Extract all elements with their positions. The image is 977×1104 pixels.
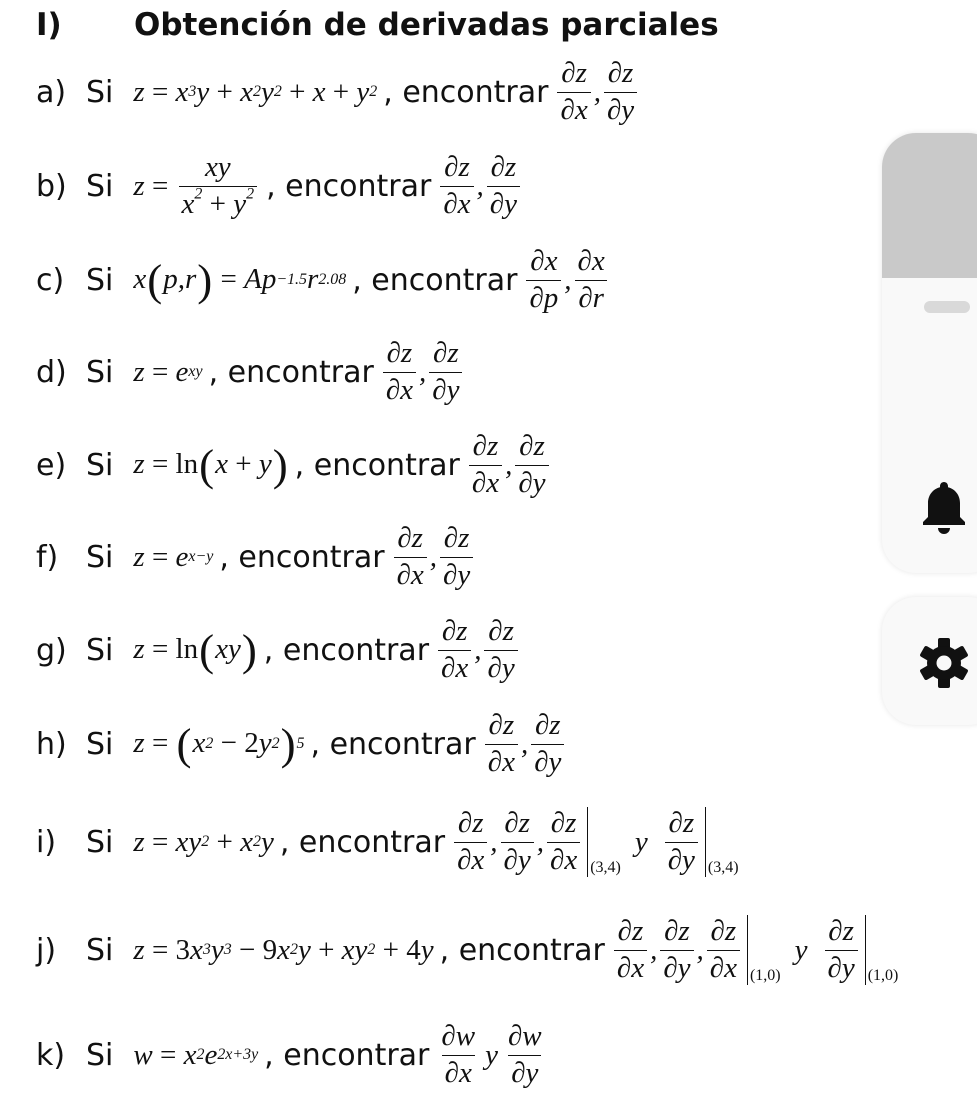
si-word: Si (86, 824, 114, 860)
exercise-label: j) (36, 932, 57, 968)
si-word: Si (86, 539, 114, 575)
exercise-label: f) (36, 539, 59, 575)
exercise-a: a) Si z = x 3 y + x 2 y 2 + x + y 2 , encontrar $\frac{\partial z}{\partial x}$ , $\frac{\partial z}{\partial y}$ (36, 52, 977, 132)
requested-derivatives: $\frac{\partial x}{\partial p}$ , $\frac{\partial x}{\partial r}$ (523, 245, 610, 315)
settings-panel[interactable] (882, 597, 977, 725)
exercise-label: h) (36, 726, 67, 762)
y-conjunction: y (634, 825, 648, 858)
requested-derivatives: $\frac{\partial z}{\partial x}$ , $\frac{\partial z}{\partial y}$ (482, 709, 568, 779)
requested-derivatives: $\frac{\partial z}{\partial x}$ , $\frac{\partial z}{\partial y}$ (391, 522, 477, 592)
exercise-label: d) (36, 354, 67, 390)
exercise-e: e) Si z = ln ( x + y ) , encontrar $\frac{\partial z}{\partial x}$ , $\frac{\partial z}{\partial y}$ (36, 425, 977, 505)
evaluation-point: (1,0) (747, 915, 781, 985)
encontrar-word: encontrar (313, 447, 460, 483)
function-expression: z = $\frac{xy}{x^2 + y^2}$ (133, 151, 260, 221)
side-panel[interactable] (882, 133, 977, 573)
evaluation-point: (3,4) (587, 807, 621, 877)
encontrar-word: encontrar (329, 726, 476, 762)
evaluation-point: (1,0) (865, 915, 899, 985)
function-expression: z = e x−y (133, 540, 214, 573)
encontrar-word: encontrar (238, 539, 385, 575)
exercise-label: b) (36, 168, 67, 204)
function-expression: z = e xy (133, 355, 203, 388)
requested-derivatives: $\frac{\partial z}{\partial x}$ , $\frac{\partial z}{\partial y}$ , $\frac{\partial z}{\partial x}$ (1,0) y $\frac{\partial z}{\partial y}$ (1,0) (611, 915, 899, 985)
requested-derivatives: $\frac{\partial z}{\partial x}$ , $\frac{\partial z}{\partial y}$ (437, 151, 523, 221)
gear-icon[interactable] (918, 637, 970, 694)
y-conjunction: y (794, 933, 808, 966)
encontrar-word: encontrar (283, 1037, 430, 1073)
encontrar-word: encontrar (402, 74, 549, 110)
si-word: Si (86, 354, 114, 390)
function-expression: z = ( x 2 − 2 y 2 ) 5 (133, 718, 305, 769)
function-expression: z = 3 x 3 y 3 − 9 x 2 y + xy 2 + 4 y (133, 933, 434, 966)
drag-handle[interactable] (924, 301, 970, 313)
exercise-label: e) (36, 447, 67, 483)
function-expression: z = ln ( xy ) (133, 624, 257, 675)
y-conjunction: y (485, 1038, 498, 1071)
function-expression: z = x 3 y + x 2 y 2 + x + y 2 (133, 75, 378, 108)
encontrar-word: encontrar (282, 632, 430, 668)
encontrar-word: encontrar (371, 262, 518, 298)
exercise-label: c) (36, 262, 65, 298)
bell-icon[interactable] (920, 478, 968, 541)
encontrar-word: encontrar (458, 932, 605, 968)
exercise-label: k) (36, 1037, 66, 1073)
function-expression: w = x 2 e 2x+3y (133, 1038, 259, 1071)
requested-derivatives: $\frac{\partial z}{\partial x}$ , $\frac{\partial z}{\partial y}$ (380, 337, 466, 407)
evaluation-point: (3,4) (705, 807, 739, 877)
si-word: Si (86, 74, 114, 110)
si-word: Si (86, 932, 114, 968)
si-word: Si (86, 632, 114, 668)
exercise-label: i) (36, 824, 57, 860)
exercise-k: k) Si w = x 2 e 2x+3y , encontrar $\frac{\partial w}{\partial x}$ y $\frac{\partial w}{\partial y}$ (36, 1014, 977, 1096)
section-title: Obtención de derivadas parciales (134, 7, 719, 43)
exercise-f: f) Si z = e x−y , encontrar $\frac{\partial z}{\partial x}$ , $\frac{\partial z}{\partial y}$ (36, 517, 977, 597)
encontrar-word: encontrar (227, 354, 374, 390)
si-word: Si (86, 447, 114, 483)
exercise-j: j) Si z = 3 x 3 y 3 − 9 x 2 y + xy 2 + 4 y , encontrar $\frac{\partial z}{\partial x}$ , $\frac{\partial z}{\partial y}$ , $\frac{\partial z}{\partial x}$ (1,0) y $\frac{\partial z}{\partial y}$ (1,0) (36, 915, 899, 984)
requested-derivatives: $\frac{\partial z}{\partial x}$ , $\frac{\partial z}{\partial y}$ (554, 57, 640, 127)
exercise-c: c) Si x ( p,r ) = Ap −1.5 r 2.08 , encontrar $\frac{\partial x}{\partial p}$ , $\frac{\partial x}{\partial r}$ (36, 240, 977, 320)
requested-derivatives: $\frac{\partial w}{\partial x}$ y $\frac{\partial w}{\partial y}$ (441, 1020, 542, 1089)
function-expression: x ( p,r ) = Ap −1.5 r 2.08 (133, 254, 347, 305)
requested-derivatives: $\frac{\partial z}{\partial x}$ , $\frac{\partial z}{\partial y}$ , $\frac{\partial z}{\partial x}$ (3,4) y $\frac{\partial z}{\partial y}$ (3,4) (451, 807, 739, 877)
requested-derivatives: $\frac{\partial z}{\partial x}$ , $\frac{\partial z}{\partial y}$ (466, 430, 552, 500)
exercise-i: i) Si z = xy 2 + x 2 y , encontrar $\frac{\partial z}{\partial x}$ , $\frac{\partial z}{\partial y}$ , $\frac{\partial z}{\partial x}$ (3,4) y $\frac{\partial z}{\partial y}$ (3,4) (36, 807, 739, 876)
si-word: Si (86, 1037, 114, 1073)
exercise-b: b) Si z = $\frac{xy}{x^2 + y^2}$ , encontrar $\frac{\partial z}{\partial x}$ , $\frac{\partial z}{\partial y}$ (36, 146, 977, 226)
requested-derivatives: $\frac{\partial z}{\partial x}$ , $\frac{\partial z}{\partial y}$ (435, 615, 521, 685)
si-word: Si (86, 262, 114, 298)
encontrar-word: encontrar (285, 168, 432, 204)
si-word: Si (86, 726, 114, 762)
exercise-g: g) Si z = ln ( xy ) , encontrar $\frac{\partial z}{\partial x}$ , $\frac{\partial z}{\partial y}$ (36, 610, 977, 690)
exercise-d: d) Si z = e xy , encontrar $\frac{\partial z}{\partial x}$ , $\frac{\partial z}{\partial y}$ (36, 332, 977, 412)
encontrar-word: encontrar (298, 824, 446, 860)
section-number: I) (36, 7, 62, 43)
section-heading (36, 3, 719, 47)
function-expression: z = ln ( x + y ) (133, 439, 288, 490)
exercise-label: a) (36, 74, 67, 110)
si-word: Si (86, 168, 114, 204)
exercise-label: g) (36, 632, 67, 668)
function-expression: z = xy 2 + x 2 y (133, 825, 274, 858)
panel-drag-area[interactable] (882, 133, 977, 278)
exercise-h: h) Si z = ( x 2 − 2 y 2 ) 5 , encontrar $\frac{\partial z}{\partial x}$ , $\frac{\partial z}{\partial y}$ (36, 704, 977, 784)
